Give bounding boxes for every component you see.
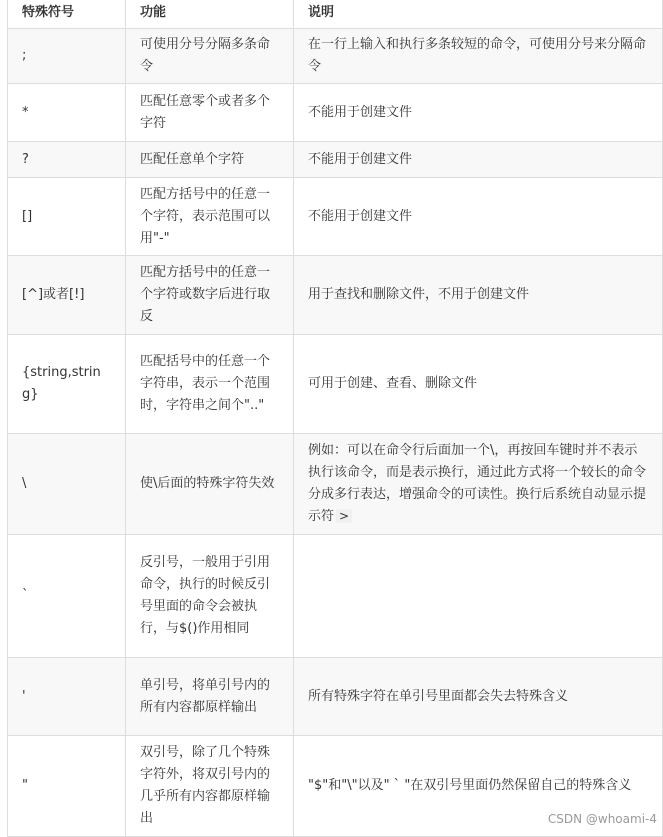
header-symbol: 特殊符号: [8, 0, 126, 29]
description-cell: 不能用于创建文件: [294, 84, 663, 142]
function-cell: 可使用分号分隔多条命令: [126, 29, 294, 84]
symbol-cell: *: [8, 84, 126, 142]
function-cell: 匹配括号中的任意一个字符串，表示一个范围时，字符串之间个"..": [126, 335, 294, 434]
symbol-cell: `: [8, 535, 126, 658]
special-symbols-table: [7, 0, 663, 837]
header-function: 功能: [126, 0, 294, 29]
symbol-cell: ?: [8, 142, 126, 178]
table-row: [8, 142, 663, 178]
description-cell: 可用于创建、查看、删除文件: [294, 335, 663, 434]
function-cell: 匹配任意零个或者多个字符: [126, 84, 294, 142]
symbol-cell: [^]或者[!]: [8, 256, 126, 335]
description-cell: 所有特殊字符在单引号里面都会失去特殊含义: [294, 658, 663, 736]
table-row: [8, 178, 663, 256]
description-cell: [294, 434, 663, 535]
description-cell: 不能用于创建文件: [294, 178, 663, 256]
symbol-cell: {string,string}: [8, 335, 126, 434]
function-cell: 单引号，将单引号内的所有内容都原样输出: [126, 658, 294, 736]
function-cell: 反引号，一般用于引用命令，执行的时候反引号里面的命令会被执行，与$()作用相同: [126, 535, 294, 658]
symbol-cell: ;: [8, 29, 126, 84]
symbol-cell: []: [8, 178, 126, 256]
function-cell: 双引号，除了几个特殊字符外，将双引号内的几乎所有内容都原样输出: [126, 736, 294, 837]
symbol-cell: \: [8, 434, 126, 535]
table-row: [8, 84, 663, 142]
description-cell: 在一行上输入和执行多条较短的命令，可使用分号来分隔命令: [294, 29, 663, 84]
description-cell: 用于查找和删除文件，不用于创建文件: [294, 256, 663, 335]
function-cell: 匹配任意单个字符: [126, 142, 294, 178]
symbol-cell: ': [8, 658, 126, 736]
description-cell: [294, 535, 663, 658]
description-text: 例如：可以在命令行后面加一个\，再按回车键时并不表示执行该命令，而是表示换行，通过此方式将一个较长的命令分成多行表达，增强命令的可读性。换行后系统自动显示提示符: [308, 443, 647, 524]
watermark: CSDN @whoami-4: [547, 812, 657, 826]
table-row: [8, 434, 663, 535]
header-description: 说明: [294, 0, 663, 29]
table-row: [8, 335, 663, 434]
header-row: [8, 0, 663, 29]
description-cell: 不能用于创建文件: [294, 142, 663, 178]
function-cell: 匹配方括号中的任意一个字符或数字后进行取反: [126, 256, 294, 335]
table-row: [8, 29, 663, 84]
prompt-symbol: >: [336, 509, 352, 523]
function-cell: 使\后面的特殊字符失效: [126, 434, 294, 535]
table-row: [8, 535, 663, 658]
function-cell: 匹配方括号中的任意一个字符，表示范围可以用"-": [126, 178, 294, 256]
symbol-cell: ": [8, 736, 126, 837]
table-row: [8, 658, 663, 736]
table-row: [8, 256, 663, 335]
description-cell: "$"和"\"以及" ` "在双引号里面仍然保留自己的特殊含义: [294, 736, 663, 837]
